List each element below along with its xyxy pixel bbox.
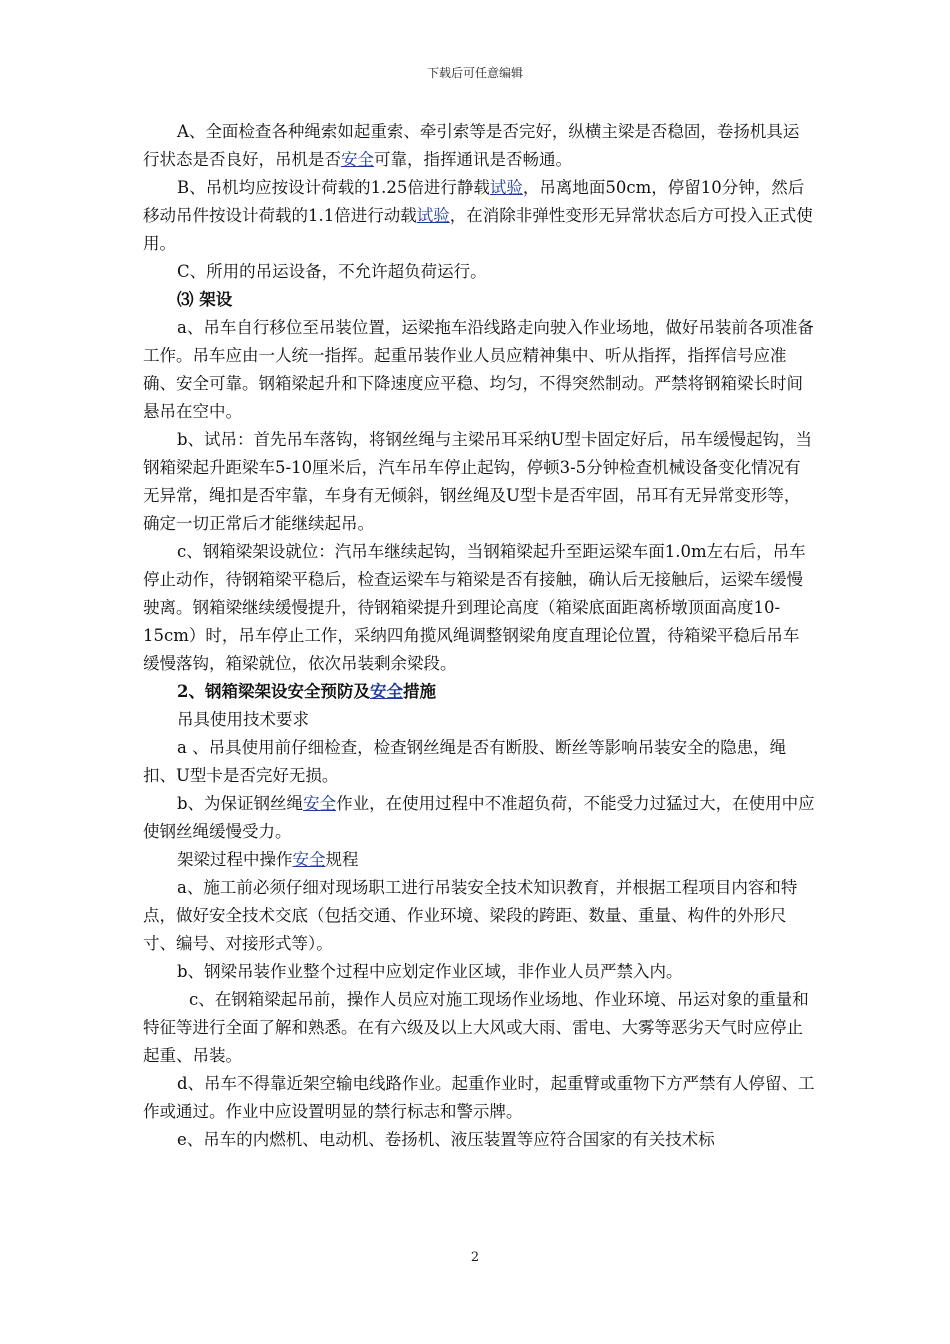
paragraph-c-site-survey [143, 986, 815, 1070]
paragraph-text: ，在消除非弹性变形无异常状态后方可投入正式使用。 [143, 206, 813, 253]
paragraph-c-placement [143, 538, 815, 678]
paragraph-a-training [143, 874, 815, 958]
subheading-rigging-requirements [143, 706, 815, 734]
safety-link[interactable]: 安全 [303, 794, 337, 813]
paragraph-b-trial-lift [143, 426, 815, 538]
paragraph-text: 作业，在使用过程中不准超负荷，不能受力过猛过大，在使用中应使钢丝绳缓慢受力。 [143, 794, 815, 841]
page-header: 下载后可任意编辑 [426, 66, 523, 80]
paragraph-d-power-lines [143, 1070, 815, 1126]
paragraph-text: c、钢箱梁架设就位：汽吊车继续起钩，当钢箱梁起升至距运梁车面1.0m左右后，吊车停止动作，待钢箱梁平稳后，检查运梁车与箱梁是否有接触，确认后无接触后，运梁车缓慢驶离。钢箱梁继续缓慢提升，待钢箱梁提升到理论高度（箱梁底面距离桥墩顶面高度10-15cm）时，吊车停止工作，采纳四角揽风绳调整钢梁角度直理论位置，待箱梁平稳后吊车缓慢落钩，箱梁就位，依次吊装剩余梁段。 [143, 542, 806, 673]
paragraph-a-positioning [143, 314, 815, 426]
safety-link[interactable]: 试验 [489, 178, 523, 197]
paragraph-text: 措施 [402, 682, 436, 701]
paragraph-text: ，吊离地面50cm，停留10分钟，然后移动吊件按设计荷载的1.1倍进行动载 [143, 178, 805, 225]
document-body [143, 118, 815, 1154]
paragraph-text: b、试吊：首先吊车落钩，将钢丝绳与主梁吊耳采纳U型卡固定好后，吊车缓慢起钩，当钢箱梁起升距梁车5-10厘米后，汽车吊车停止起钩，停顿3-5分钟检查机械设备变化情况有无异常，绳扣是否牢靠，车身有无倾斜，钢丝绳及U型卡是否牢固，吊耳有无异常变形等，确定一切正常后才能继续起吊。 [143, 430, 812, 533]
section-heading-safety [143, 678, 815, 706]
subheading-operating-rules [143, 846, 815, 874]
paragraph-text: 2、钢箱梁架设安全预防及 [177, 682, 370, 701]
section-heading-erection [143, 286, 815, 314]
paragraph-text: c、在钢箱梁起吊前，操作人员应对施工现场作业场地、作业环境、吊运对象的重量和特征等进行全面了解和熟悉。在有六级及以上大风或大雨、雷电、大雾等恶劣天气时应停止起重、吊装。 [143, 990, 809, 1065]
paragraph-text: C、所用的吊运设备，不允许超负荷运行。 [177, 262, 487, 281]
paragraph-text: 架梁过程中操作 [177, 850, 293, 869]
paragraph-B [143, 174, 815, 258]
paragraph-a-inspection [143, 734, 815, 790]
paragraph-b-wire-rope [143, 790, 815, 846]
paragraph-e-equipment [143, 1126, 815, 1154]
safety-link[interactable]: 安全 [369, 682, 403, 701]
paragraph-text: 可靠，指挥通讯是否畅通。 [374, 150, 572, 169]
safety-link[interactable]: 安全 [292, 850, 326, 869]
paragraph-text: ⑶ 架设 [177, 290, 233, 309]
paragraph-text: a 、吊具使用前仔细检查，检查钢丝绳是否有断股、断丝等影响吊装安全的隐患，绳扣、U型卡是否完好无损。 [143, 738, 787, 785]
safety-link[interactable]: 安全 [341, 150, 374, 169]
paragraph-text: d、吊车不得靠近架空输电线路作业。起重作业时，起重臂或重物下方严禁有人停留、工作或通过。作业中应设置明显的禁行标志和警示牌。 [143, 1074, 815, 1121]
paragraph-text: b、钢梁吊装作业整个过程中应划定作业区域，非作业人员严禁入内。 [177, 962, 683, 981]
paragraph-text: b、为保证钢丝绳 [177, 794, 304, 813]
paragraph-C [143, 258, 815, 286]
paragraph-text: B、吊机均应按设计荷载的1.25倍进行静载 [177, 178, 490, 197]
safety-link[interactable]: 试验 [416, 206, 450, 225]
paragraph-text: 吊具使用技术要求 [177, 710, 309, 729]
paragraph-text: A、全面检查各种绳索如起重索、牵引索等是否完好，纵横主梁是否稳固，卷扬机具运行状态是否良好，吊机是否 [143, 122, 800, 169]
paragraph-text: a、吊车自行移位至吊装位置，运梁拖车沿线路走向驶入作业场地，做好吊装前各项准备工作。吊车应由一人统一指挥。起重吊装作业人员应精神集中、听从指挥，指挥信号应准确、安全可靠。钢箱梁起升和下降速度应平稳、均匀，不得突然制动。严禁将钢箱梁长时间悬吊在空中。 [143, 318, 814, 421]
paragraph-text: 规程 [325, 850, 359, 869]
paragraph-text: e、吊车的内燃机、电动机、卷扬机、液压装置等应符合国家的有关技术标 [177, 1130, 715, 1149]
paragraph-b-work-zone [143, 958, 815, 986]
paragraph-text: a、施工前必须仔细对现场职工进行吊装安全技术知识教育，并根据工程项目内容和特点，做好安全技术交底（包括交通、作业环境、梁段的跨距、数量、重量、构件的外形尺寸、编号、对接形式等）。 [143, 878, 798, 953]
paragraph-A [143, 118, 815, 174]
page-number: 2 [470, 1250, 480, 1265]
